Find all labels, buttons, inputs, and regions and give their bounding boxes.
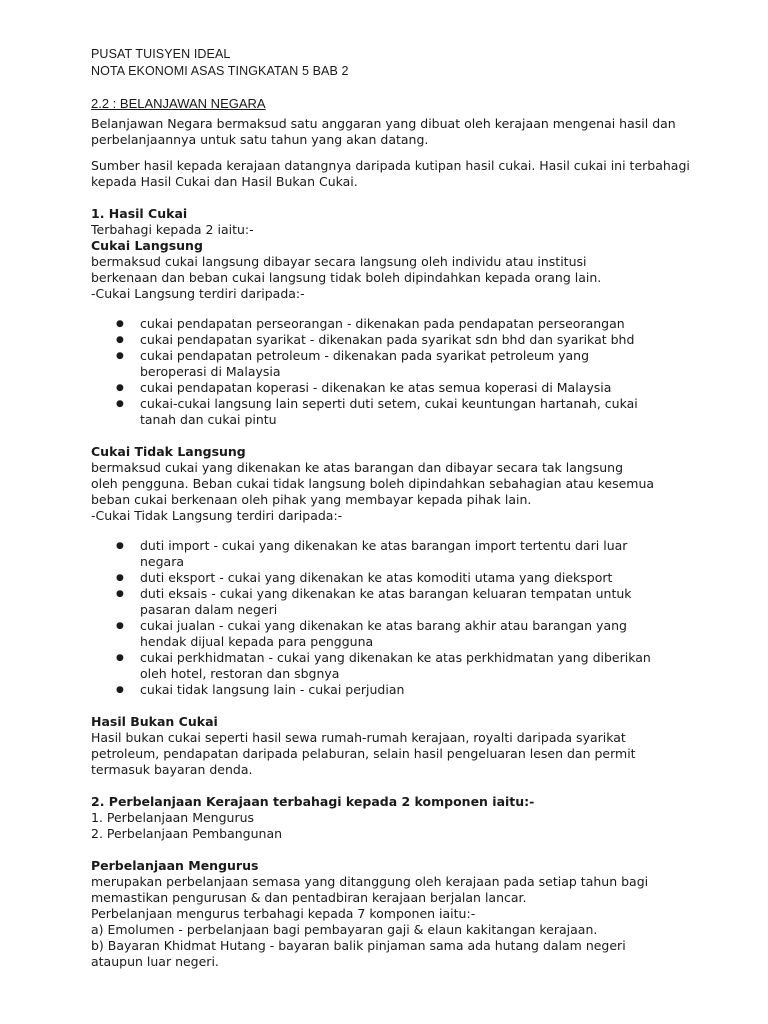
list-item xyxy=(91,570,691,586)
cukai-langsung-list-intro: -Cukai Langsung terdiri daripada:- xyxy=(91,286,305,301)
bullet-icon: ● xyxy=(116,653,124,663)
list-item-line: beroperasi di Malaysia xyxy=(140,364,281,379)
bullet-icon: ● xyxy=(116,685,124,695)
text-line: oleh pengguna. Beban cukai tidak langsung boleh dipindahkan sebahagian atau kesemua xyxy=(91,476,655,491)
list-item-line: cukai pendapatan petroleum - dikenakan pada syarikat petroleum yang xyxy=(140,348,590,363)
header-note-title: NOTA EKONOMI ASAS TINGKATAN 5 BAB 2 xyxy=(91,64,349,78)
list-item xyxy=(91,682,691,698)
perbelanjaan-component-2: 2. Perbelanjaan Pembangunan xyxy=(91,826,283,841)
text-line: b) Bayaran Khidmat Hutang - bayaran balik pinjaman sama ada hutang dalam negeri xyxy=(91,938,626,953)
bullet-icon: ● xyxy=(116,399,124,409)
text-line: a) Emolumen - perbelanjaan bagi pembayaran gaji & elaun kakitangan kerajaan. xyxy=(91,922,598,937)
list-item-line: cukai pendapatan syarikat - dikenakan pada syarikat sdn bhd dan syarikat bhd xyxy=(140,332,635,347)
list-item xyxy=(91,538,691,570)
hasil-cukai-sub: Terbahagi kepada 2 iaitu:- xyxy=(91,222,254,237)
list-item-line: pasaran dalam negeri xyxy=(140,602,278,617)
intro-paragraph-2: Sumber hasil kepada kerajaan datangnya daripada kutipan hasil cukai. Hasil cukai ini terbahagi kepada Hasil Cukai dan Hasil Bukan Cukai. xyxy=(91,158,690,189)
cukai-tidak-langsung-list xyxy=(91,538,691,698)
bullet-icon: ● xyxy=(116,335,124,345)
text-line: petroleum, pendapatan daripada pelaburan, selain hasil pengeluaran lesen dan permit xyxy=(91,746,636,761)
list-item-line: cukai tidak langsung lain - cukai perjudian xyxy=(140,682,405,697)
cukai-langsung-list xyxy=(91,316,691,428)
list-item-line: duti eksport - cukai yang dikenakan ke atas komoditi utama yang dieksport xyxy=(140,570,613,585)
text-line: termasuk bayaran denda. xyxy=(91,762,253,777)
list-item-line: cukai jualan - cukai yang dikenakan ke atas barang akhir atau barangan yang xyxy=(140,618,627,633)
header-centre-name: PUSAT TUISYEN IDEAL xyxy=(91,47,231,61)
cukai-langsung-desc-line: bermaksud cukai langsung dibayar secara langsung oleh individu atau institusi xyxy=(91,254,587,269)
section-title: 2.2 : BELANJAWAN NEGARA xyxy=(91,96,266,111)
list-item-line: cukai pendapatan perseorangan - dikenakan pada pendapatan perseorangan xyxy=(140,316,625,331)
list-item-line: cukai pendapatan koperasi - dikenakan ke atas semua koperasi di Malaysia xyxy=(140,380,612,395)
list-item xyxy=(91,586,691,618)
bullet-icon: ● xyxy=(116,621,124,631)
list-item xyxy=(91,380,691,396)
list-item xyxy=(91,332,691,348)
text-line: Perbelanjaan mengurus terbahagi kepada 7 komponen iaitu:- xyxy=(91,906,476,921)
list-item-line: oleh hotel, restoran dan sbgnya xyxy=(140,666,340,681)
hasil-bukan-cukai-desc xyxy=(91,730,691,778)
bullet-icon: ● xyxy=(116,541,124,551)
bullet-icon: ● xyxy=(116,383,124,393)
document-page xyxy=(91,46,691,970)
perbelanjaan-heading: 2. Perbelanjaan Kerajaan terbahagi kepada 2 komponen iaitu:- xyxy=(91,794,535,809)
perbelanjaan-mengurus-heading: Perbelanjaan Mengurus xyxy=(91,858,259,873)
hasil-bukan-cukai-heading: Hasil Bukan Cukai xyxy=(91,714,218,729)
list-item-line: cukai perkhidmatan - cukai yang dikenakan ke atas perkhidmatan yang diberikan xyxy=(140,650,651,665)
bullet-icon: ● xyxy=(116,573,124,583)
cukai-tidak-langsung-desc xyxy=(91,460,691,524)
intro-paragraph-1: Belanjawan Negara bermaksud satu anggaran yang dibuat oleh kerajaan mengenai hasil dan perbelanjaannya untuk satu tahun yang akan datang. xyxy=(91,116,676,147)
perbelanjaan-mengurus-desc xyxy=(91,874,691,970)
list-item-line: duti import - cukai yang dikenakan ke atas barangan import tertentu dari luar xyxy=(140,538,628,553)
hasil-cukai-heading: 1. Hasil Cukai xyxy=(91,206,188,221)
text-line: memastikan pengurusan & dan pentadbiran kerajaan berjalan lancar. xyxy=(91,890,527,905)
list-item-line: negara xyxy=(140,554,185,569)
list-item-line: duti eksais - cukai yang dikenakan ke atas barangan keluaran tempatan untuk xyxy=(140,586,632,601)
cukai-langsung-desc-line: berkenaan dan beban cukai langsung tidak boleh dipindahkan kepada orang lain. xyxy=(91,270,602,285)
text-line: bermaksud cukai yang dikenakan ke atas barangan dan dibayar secara tak langsung xyxy=(91,460,624,475)
list-item-line: hendak dijual kepada para pengguna xyxy=(140,634,374,649)
text-line: ataupun luar negeri. xyxy=(91,954,219,969)
bullet-icon: ● xyxy=(116,319,124,329)
list-item-line: cukai-cukai langsung lain seperti duti setem, cukai keuntungan hartanah, cukai xyxy=(140,396,638,411)
list-item xyxy=(91,618,691,650)
text-line: beban cukai berkenaan oleh pihak yang membayar kepada pihak lain. xyxy=(91,492,532,507)
list-item-line: tanah dan cukai pintu xyxy=(140,412,277,427)
list-item xyxy=(91,316,691,332)
cukai-tidak-langsung-heading: Cukai Tidak Langsung xyxy=(91,444,246,459)
text-line: merupakan perbelanjaan semasa yang ditanggung oleh kerajaan pada setiap tahun bagi xyxy=(91,874,649,889)
text-line: -Cukai Tidak Langsung terdiri daripada:- xyxy=(91,508,343,523)
bullet-icon: ● xyxy=(116,589,124,599)
perbelanjaan-component-1: 1. Perbelanjaan Mengurus xyxy=(91,810,255,825)
list-item xyxy=(91,396,691,428)
text-line: Hasil bukan cukai seperti hasil sewa rumah-rumah kerajaan, royalti daripada syarikat xyxy=(91,730,626,745)
list-item xyxy=(91,348,691,380)
cukai-langsung-heading: Cukai Langsung xyxy=(91,238,203,253)
list-item xyxy=(91,650,691,682)
bullet-icon: ● xyxy=(116,351,124,361)
